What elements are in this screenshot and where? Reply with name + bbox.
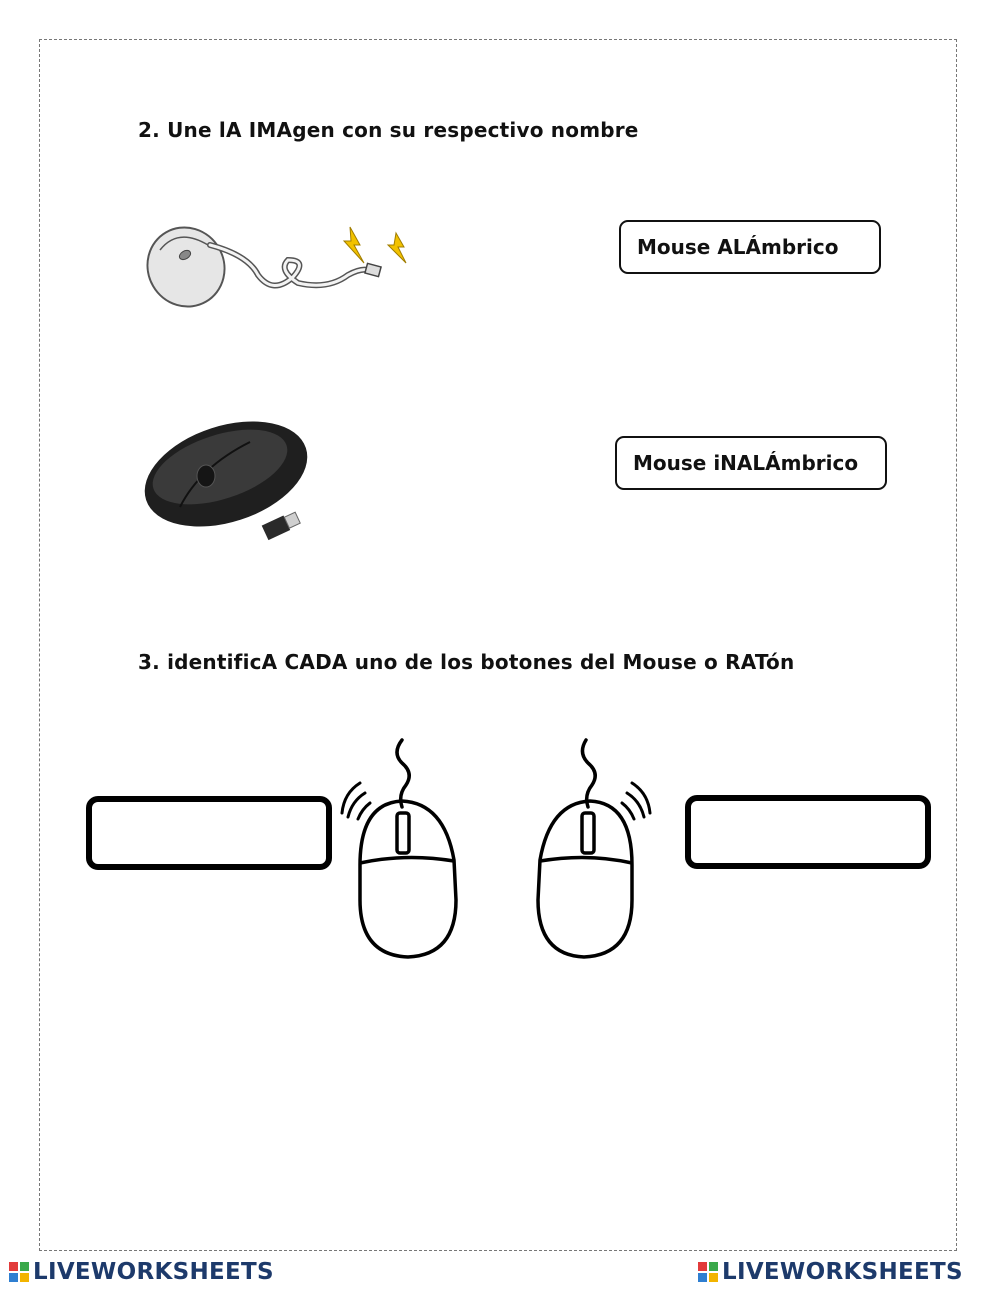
label-wired-mouse[interactable] (619, 220, 881, 274)
wireless-mouse-image (140, 412, 315, 552)
answer-box-right[interactable] (685, 795, 931, 869)
liveworksheets-cube-icon (8, 1261, 30, 1283)
question-2-heading: 2. Une lA IMAgen con su respectivo nombre (138, 118, 639, 142)
mouse-right-click-icon (528, 735, 653, 960)
brand-text-left: LIVEWORKSHEETS (33, 1259, 274, 1285)
liveworksheets-logo-left (8, 1259, 274, 1285)
answer-box-left[interactable] (86, 796, 332, 870)
label-wired-mouse-text: Mouse ALÁmbrico (637, 235, 839, 259)
liveworksheets-logo-right (697, 1259, 963, 1285)
label-wireless-mouse[interactable] (615, 436, 887, 490)
wired-mouse-image (138, 205, 418, 325)
mouse-left-click-icon (340, 735, 465, 960)
question-3-heading: 3. identificA CADA uno de los botones del Mouse o RATón (138, 650, 795, 674)
brand-text-right: LIVEWORKSHEETS (722, 1259, 963, 1285)
label-wireless-mouse-text: Mouse iNALÁmbrico (633, 451, 859, 475)
liveworksheets-cube-icon (697, 1261, 719, 1283)
